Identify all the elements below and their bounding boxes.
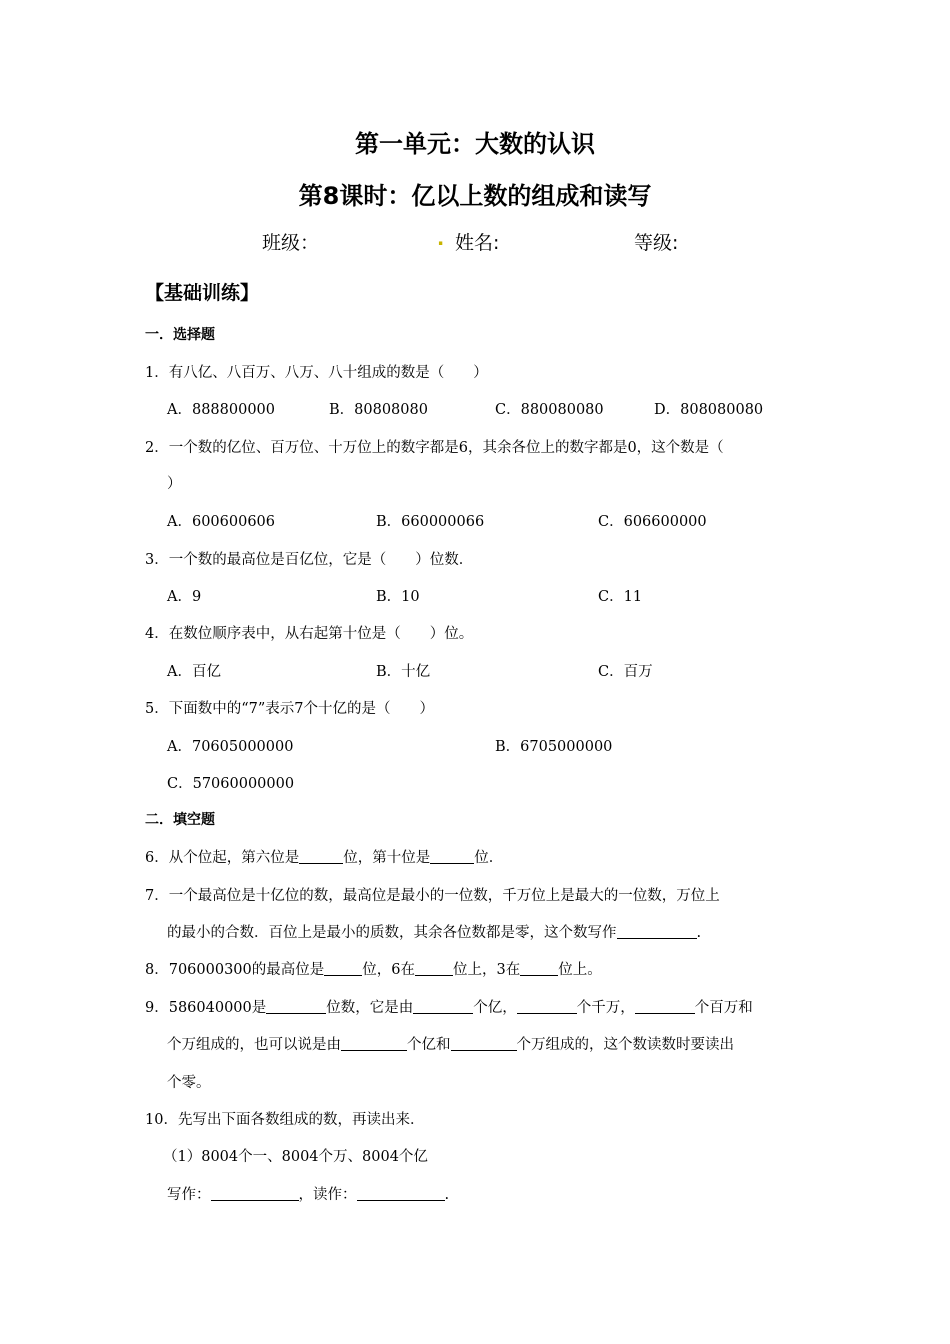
answer-blank[interactable] bbox=[266, 999, 326, 1015]
q9-text: 9．586040000是 位数，它是由 个亿， 个千万， 个百万和 bbox=[145, 1000, 753, 1016]
q5-option-a: A．70605000000 bbox=[167, 739, 294, 755]
q3-option-b: B．10 bbox=[376, 589, 420, 605]
separator-dot: . bbox=[437, 228, 445, 250]
q10-sub1: （1）8004个一、8004个万、8004个亿 bbox=[163, 1149, 428, 1165]
answer-blank[interactable] bbox=[413, 999, 473, 1015]
answer-blank[interactable] bbox=[415, 961, 453, 977]
q3-option-c: C．11 bbox=[598, 589, 643, 605]
q1-text: 1．有八亿、八百万、八万、八十组成的数是（ ） bbox=[145, 365, 488, 381]
q10-text: 10．先写出下面各数组成的数，再读出来． bbox=[145, 1112, 425, 1128]
q2-text: 2．一个数的亿位、百万位、十万位上的数字都是6，其余各位上的数字都是0，这个数是（ bbox=[145, 440, 724, 456]
q1-option-a: A．888800000 bbox=[167, 402, 275, 418]
answer-blank[interactable] bbox=[635, 999, 695, 1015]
part2-title: 二．填空题 bbox=[145, 812, 215, 828]
q2-text-cont: ） bbox=[167, 476, 182, 492]
q9-text-end: 个零。 bbox=[167, 1075, 211, 1091]
q4-option-a: A．百亿 bbox=[167, 664, 221, 680]
q4-option-b: B．十亿 bbox=[376, 664, 431, 680]
q4-text: 4．在数位顺序表中，从右起第十位是（ ）位。 bbox=[145, 626, 474, 642]
q7-text-cont: 的最小的合数．百位上是最小的质数，其余各位数都是零，这个数写作 . bbox=[167, 925, 702, 941]
answer-blank[interactable] bbox=[430, 849, 474, 865]
q9-text-cont: 个万组成的，也可以说是由 个亿和 个万组成的，这个数读数时要读出 bbox=[167, 1037, 734, 1053]
q2-option-c: C．606600000 bbox=[598, 514, 707, 530]
q1-option-d: D．808080080 bbox=[654, 402, 764, 418]
answer-blank[interactable] bbox=[617, 924, 697, 940]
q1-option-b: B．80808080 bbox=[329, 402, 428, 418]
section-title: 【基础训练】 bbox=[145, 282, 260, 304]
q3-text: 3．一个数的最高位是百亿位，它是（ ）位数． bbox=[145, 552, 474, 568]
q1-option-c: C．880080080 bbox=[495, 402, 604, 418]
q2-option-b: B．660000066 bbox=[376, 514, 485, 530]
answer-blank[interactable] bbox=[341, 1036, 407, 1052]
answer-blank[interactable] bbox=[517, 999, 577, 1015]
q2-option-a: A．600600606 bbox=[167, 514, 275, 530]
q4-option-c: C．百万 bbox=[598, 664, 653, 680]
answer-blank[interactable] bbox=[357, 1186, 445, 1202]
q6-text: 6．从个位起，第六位是 位，第十位是 位． bbox=[145, 850, 504, 866]
q10-answer-line: 写作： ，读作： . bbox=[167, 1187, 450, 1203]
q7-text: 7．一个最高位是十亿位的数，最高位是最小的一位数，千万位上是最大的一位数，万位上 bbox=[145, 888, 720, 904]
q5-option-b: B．6705000000 bbox=[495, 739, 613, 755]
page-title: 第一单元：大数的认识 bbox=[355, 130, 595, 158]
grade-label: 等级: bbox=[634, 232, 679, 254]
q3-option-a: A．9 bbox=[167, 589, 202, 605]
class-label: 班级： bbox=[262, 232, 320, 254]
answer-blank[interactable] bbox=[324, 961, 362, 977]
answer-blank[interactable] bbox=[451, 1036, 517, 1052]
q5-option-c: C．57060000000 bbox=[167, 776, 295, 792]
q8-text: 8．706000300的最高位是 位，6在 位上，3在 位上。 bbox=[145, 962, 602, 978]
answer-blank[interactable] bbox=[299, 849, 343, 865]
q5-text: 5．下面数中的“7”表示7个十亿的是（ ） bbox=[145, 701, 435, 717]
name-label: 姓名: bbox=[455, 232, 500, 254]
lesson-title: 第8课时：亿以上数的组成和读写 bbox=[298, 182, 652, 210]
part1-title: 一．选择题 bbox=[145, 327, 215, 343]
answer-blank[interactable] bbox=[520, 961, 558, 977]
answer-blank[interactable] bbox=[211, 1186, 299, 1202]
